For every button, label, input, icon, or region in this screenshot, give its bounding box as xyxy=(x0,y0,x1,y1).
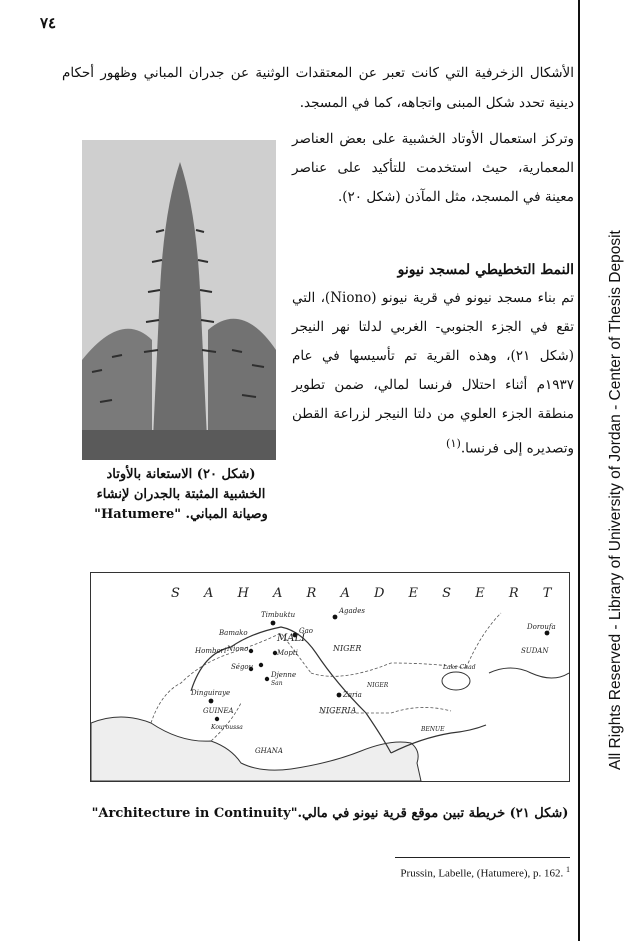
map-label-hombori: Hombori xyxy=(195,647,227,655)
map-label-san: San xyxy=(271,680,283,687)
figure-21-map xyxy=(90,572,570,782)
page-number: ٧٤ xyxy=(40,14,57,32)
footnote xyxy=(300,865,570,880)
map-label-agades: Agades xyxy=(339,607,365,615)
minaret-paragraph: وتركز استعمال الأوتاد الخشبية على بعض العناصر المعمارية، حيث استخدمت للتأكيد على عناصر معينة في المسجد، مثل المآذن (شكل ٢٠). xyxy=(292,131,574,205)
map-label-zaria: Zaria xyxy=(343,691,362,699)
map-label-mopti: Mopti xyxy=(277,649,298,657)
footnote-separator xyxy=(395,857,570,858)
map-label-guinea: GUINEA xyxy=(203,707,234,715)
figure-20-photo xyxy=(82,140,276,460)
figure-20-caption-line-2: الخشبية المثبتة بالجدران لإنشاء xyxy=(96,487,266,502)
map-label-gao: Gao xyxy=(299,627,313,635)
map-label-bamako: Bamako xyxy=(219,629,248,637)
footnote-text: Prussin, Labelle, (Hatumere), p. 162. xyxy=(400,867,564,880)
figure-20-caption-line-1: (شكل ٢٠) الاستعانة بالأوتاد xyxy=(106,467,256,482)
figure-20-caption xyxy=(86,465,276,525)
map-label-djenne: Djenne xyxy=(271,671,297,679)
map-label-niono: Niono xyxy=(227,645,249,653)
map-label-sudan: SUDAN xyxy=(521,647,549,655)
niono-paragraph-text: تم بناء مسجد نيونو في قرية نيونو (Niono)، التي تقع في الجزء الجنوبي- الغربي لدلتا نهر النيجر (شكل ٢١)، وهذه القرية تم تأسيسها في عام ١٩٣٧م أثناء احتلال فرنسا لمالي، ضمن تطوير منطقة الجزء العلوي من دلتا النيجر لزراعة القطن وتصديره إلى فرنسا. xyxy=(292,290,575,457)
map-region-label: S A H A R A D E S E R T xyxy=(171,586,562,601)
mali-region-map xyxy=(91,573,569,781)
map-label-doroufa: Doroufa xyxy=(527,623,556,631)
map-label-lake-chad: Lake Chad xyxy=(443,664,476,671)
figure-21-caption: (شكل ٢١) خريطة تبين موقع قرية نيونو في مالي."Architecture in Continuity" xyxy=(91,806,569,821)
section-heading: النمط التخطيطي لمسجد نيونو xyxy=(397,262,574,278)
map-label-mali: MALI xyxy=(277,633,306,644)
intro-paragraph: الأشكال الزخرفية التي كانت تعبر عن المعتقدات الوثنية عن جدران المباني وظهور أحكام دينية تحدد شكل المبنى واتجاهه، كما في المسجد. xyxy=(62,65,574,111)
niono-paragraph xyxy=(292,284,574,464)
map-label-ghana: GHANA xyxy=(255,747,283,755)
map-label-kouroussa: Kouroussa xyxy=(211,724,243,731)
figure-20-caption-line-3: وصيانة المباني. "Hatumere" xyxy=(94,507,268,522)
map-label-timbuktu: Timbuktu xyxy=(261,611,296,619)
margin-rule xyxy=(578,0,580,941)
map-label-dinguiraye: Dinguiraye xyxy=(191,689,231,697)
watermark: All Rights Reserved - Library of University of Jordan - Center of Thesis Deposit xyxy=(607,230,624,770)
minaret-photo-illustration xyxy=(82,140,276,460)
lake-chad-shape xyxy=(442,672,470,690)
map-label-benue-river: BENUE xyxy=(421,726,445,733)
niono-footnote-marker: (١) xyxy=(446,437,461,450)
map-label-nigeria: NIGERIA xyxy=(319,706,357,715)
map-label-niger-country: NIGER xyxy=(333,644,362,653)
map-label-segou: Ségou xyxy=(231,663,254,671)
map-label-niger-river: NIGER xyxy=(367,682,389,689)
footnote-number: 1 xyxy=(566,865,570,874)
